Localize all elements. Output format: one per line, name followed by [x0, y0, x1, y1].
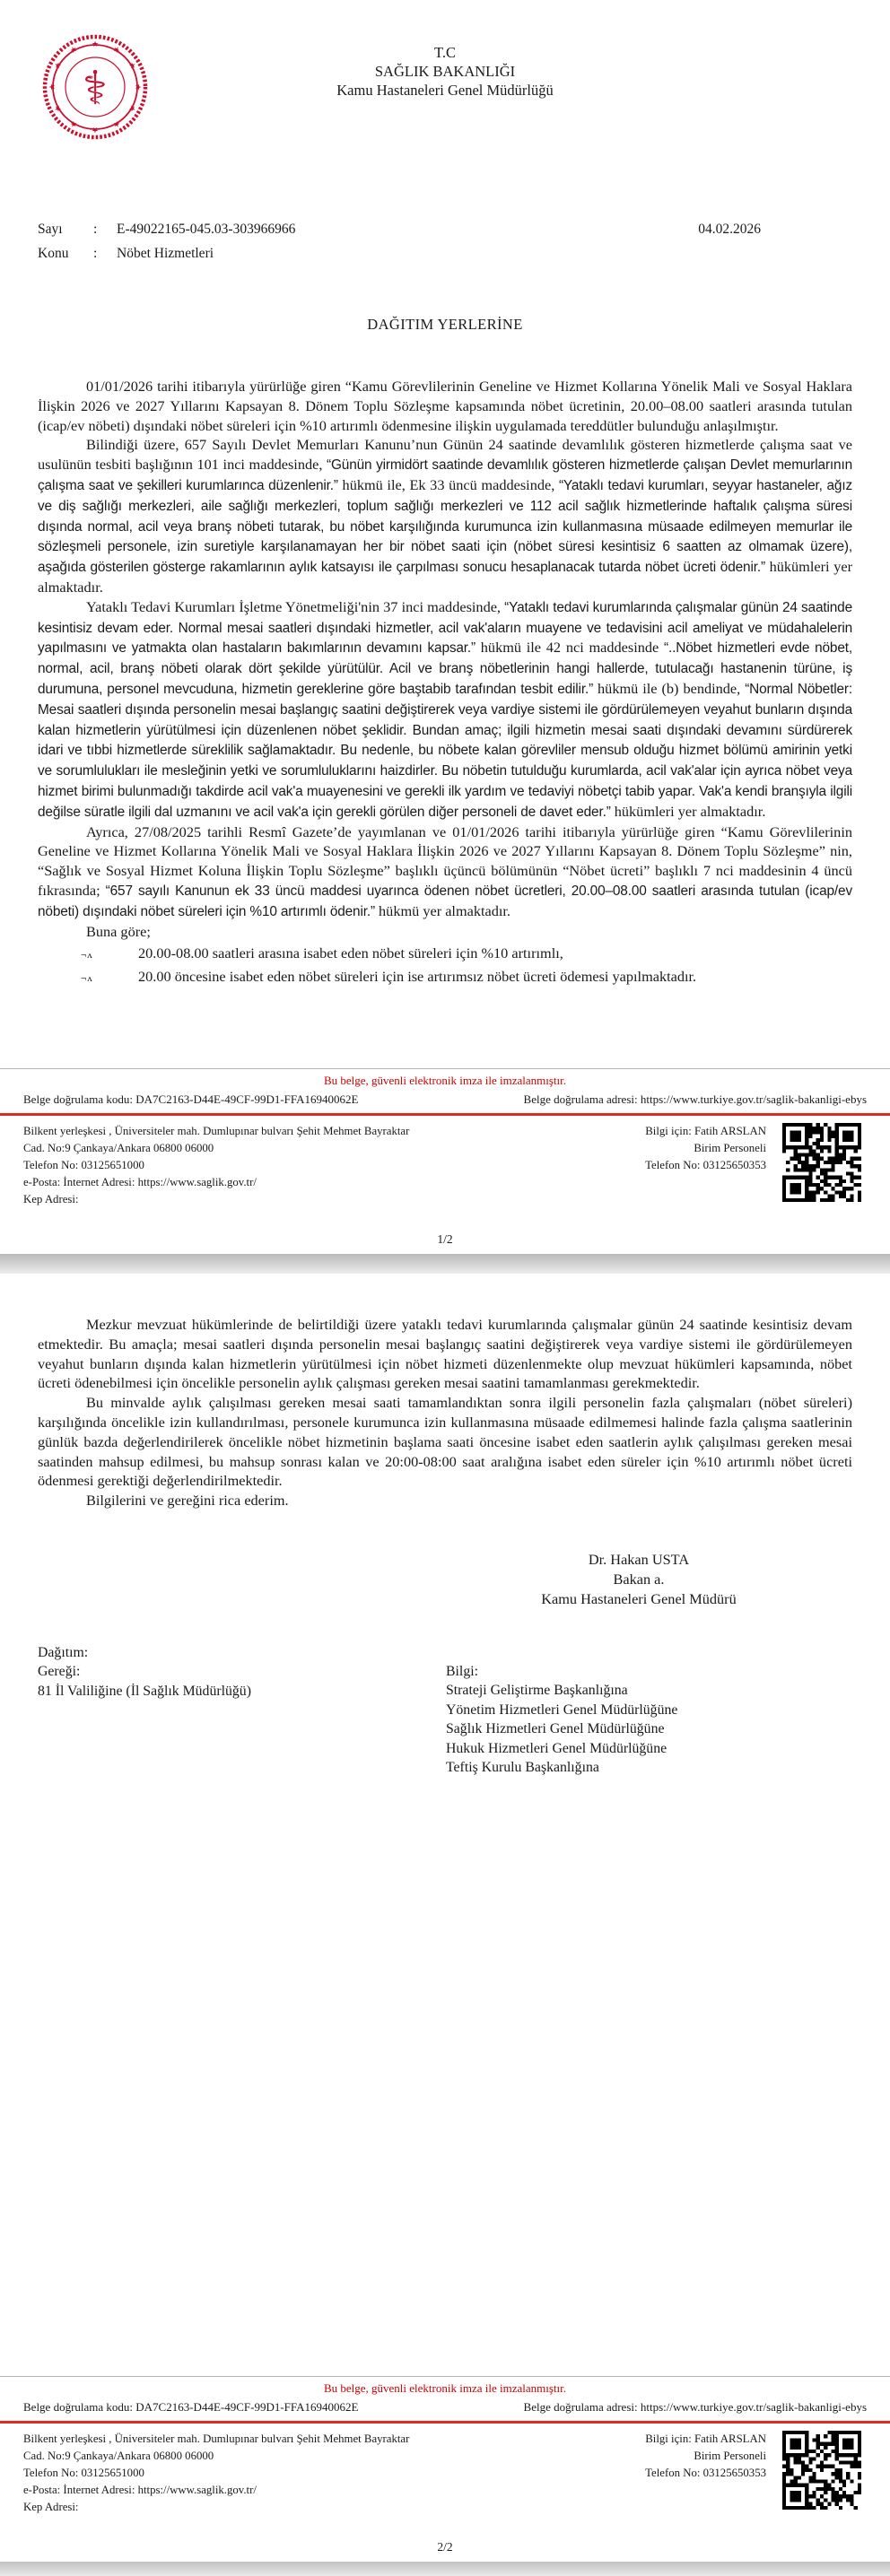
verification-row — [23, 2399, 867, 2415]
body-paragraph: Ayrıca, 27/08/2025 tarihli Resmî Gazete’de yayımlanan ve 01/01/2026 tarihi itibarıyla yürürlüğe giren “Kamu Görevlilerinin Geneline ve Hizmet Kollarına Yönelik Mali ve Sosyal Haklara İlişkin 2026 ve 2027 Yıllarını Kapsayan 8. Dönem Toplu Sözleşme” nin, “Sağlık ve Sosyal Hizmet Koluna İlişkin Toplu Sözleşme” başlıklı üçüncü bölümünün “Nöbet ücreti” başlıklı 7 nci maddesinin 4 üncü fıkrasında; “657 sayılı Kanunun ek 33 üncü maddesi uyarınca ödenen nöbet ücretleri, 20.00–08.00 saatleri arasında tutulan (icap/ev nöbeti) dışındaki nöbet süreleri için %10 artırımlı ödenir.” hükmü yer almaktadır. — [38, 822, 852, 919]
list-item: Birim Personeli — [694, 2450, 766, 2462]
qr-code — [782, 2431, 861, 2510]
page-number: 1/2 — [437, 1232, 453, 1246]
footer-red-divider — [0, 2421, 890, 2424]
svg-text:★: ★ — [52, 60, 65, 72]
list-item: Sağlık Hizmetleri Genel Müdürlüğüne — [446, 1721, 665, 1737]
footer-contact-block — [23, 2431, 867, 2531]
distribution-block — [38, 1643, 852, 1776]
esignature-note: Bu belge, güvenli elektronik imza ile imzalanmıştır. — [0, 2376, 890, 2396]
body-paragraph: Bilindiği üzere, 657 Sayılı Devlet Memurları Kanunu’nun Günün 24 saatinde devamlılık gösteren hizmetlerde çalışma saat ve usulünün tesbiti başlığının 101 inci maddesinde, “Günün yirmidört saatinde devamlılık gösteren hizmetlerde çalışan Devlet memurlarının çalışma saat ve şekilleri kurumlarınca düzenlenir.” hükmü ile, Ek 33 üncü maddesinde, “Yataklı tedavi kurumları, seyyar hastaneler, ağız ve diş sağlığı merkezleri, aile sağlığı merkezleri, toplum sağlığı merkezleri ve 112 acil sağlık hizmetlerinde haftalık çalışma süresi dışında normal, acil veya branş nöbeti tutarak, bu nöbet karşılığında kurumunca izin kullanmasına müsaade edilmeyen memurlar ile sözleşmeli personele, izin suretiyle karşılanamayan her bir nöbet saati için (nöbet süresi kesintisiz 6 saatten az olmamak üzere), aşağıda gösterilen gösterge rakamlarının aylık katsayısı ile çarpılması sonucu hesaplanacak tutarda nöbet ücreti ödenir.” hükümleri yer almaktadır. — [38, 436, 853, 596]
list-item: Cad. No:9 Çankaya/Ankara 06800 06000 — [23, 2450, 214, 2462]
list-item: Telefon No: 03125651000 — [23, 2467, 144, 2479]
verification-code: Belge doğrulama kodu: DA7C2163-D44E-49CF-99D1-FFA16940062E — [23, 2400, 359, 2414]
contact-person — [645, 2431, 766, 2482]
bilgi-items — [446, 1681, 677, 1778]
sayi-label: Sayı — [38, 222, 63, 237]
meta-row-konu — [38, 241, 852, 265]
konu-value: Nöbet Hizmetleri — [117, 246, 214, 261]
verification-address: Belge doğrulama adresi: https://www.turkiye.gov.tr/saglik-bakanligi-ebys — [523, 1092, 867, 1106]
bullet-marker-icon: ¬ʌ — [81, 973, 93, 985]
verification-code: Belge doğrulama kodu: DA7C2163-D44E-49CF-99D1-FFA16940062E — [23, 1092, 359, 1106]
svg-text:★: ★ — [110, 44, 122, 57]
svg-text:★: ★ — [110, 117, 122, 130]
document-page-1 — [0, 0, 890, 1254]
qr-code — [782, 1123, 861, 1202]
svg-text:★: ★ — [91, 125, 100, 134]
body-paragraph: 01/01/2026 tarihi itibarıyla yürürlüğe giren “Kamu Görevlilerinin Geneline ve Hizmet Kollarına Yönelik Mali ve Sosyal Haklara İlişkin 2026 ve 2027 Yıllarını Kapsayan 8. Dönem Toplu Sözleşme kapsamında nöbet ücretinin, 20.00–08.00 saatleri arasında tutulan (icap/ev nöbeti) dışındaki nöbet süreleri için %10 artırımlı ödenmesine ilişkin uygulamada tereddütler bulunduğu anlaşılmıştır. — [38, 378, 852, 434]
buna-gore-line: Buna göre; — [86, 922, 151, 940]
svg-text:★: ★ — [126, 102, 138, 114]
page1-footer — [0, 1068, 890, 1223]
letterhead-titles — [0, 43, 890, 100]
konu-label: Konu — [38, 246, 69, 261]
letterhead — [0, 0, 890, 152]
footer-red-divider — [0, 1113, 890, 1116]
list-item: Telefon No: 03125650353 — [645, 1159, 766, 1171]
verification-row — [23, 1092, 867, 1108]
list-item: e-Posta: İnternet Adresi: https://www.saglik.gov.tr/ — [23, 2484, 257, 2496]
svg-text:⚕: ⚕ — [82, 62, 109, 116]
list-item: Bilkent yerleşkesi , Üniversiteler mah. Dumlupınar bulvarı Şehit Mehmet Bayraktar — [23, 2432, 410, 2445]
signature-block — [495, 1550, 782, 1609]
list-item: Bilgi için: Fatih ARSLAN — [645, 1125, 766, 1137]
body-paragraph: Bu minvalde aylık çalışılması gereken mesai saati tamamlandıktan sonra ilgili personelin fazla çalışmaları (nöbet süreleri) karşılığında öncelikle izin kullandırılması, personele kurumunca izin kullanmasına müsaade edilmemesi halinde fazla çalışma saatlerinin günlük bazda değerlendirilerek öncelikle nöbet hizmetinin başlama saati öncesine isabet eden saatlerin aylık çalışılması gereken mesai saatinden mahsup edilmesi, bu mahsup sonrası kalan ve 20:00-08:00 saat aralığına isabet eden süreler için %10 artırımlı nöbet ücreti ödenmesi gerektiği değerlendirilmektedir. — [38, 1394, 852, 1490]
list-item: Yönetim Hizmetleri Genel Müdürlüğüne — [446, 1701, 678, 1718]
list-item: e-Posta: İnternet Adresi: https://www.saglik.gov.tr/ — [23, 1176, 257, 1188]
bullet-item: ¬ʌ 20.00-08.00 saatleri arasına isabet eden nöbet süreleri için %10 artırımlı, — [38, 943, 852, 966]
svg-text:★: ★ — [126, 60, 138, 72]
verification-address: Belge doğrulama adresi: https://www.turkiye.gov.tr/saglik-bakanligi-ebys — [523, 2400, 867, 2414]
signer-title-2: Kamu Hastaneleri Genel Müdürü — [541, 1589, 737, 1607]
list-item: Bilkent yerleşkesi , Üniversiteler mah. Dumlupınar bulvarı Şehit Mehmet Bayraktar — [23, 1125, 410, 1137]
list-item: Teftiş Kurulu Başkanlığına — [446, 1760, 599, 1776]
signer-name: Dr. Hakan USTA — [588, 1550, 690, 1568]
list-item: Bilgi için: Fatih ARSLAN — [645, 2432, 766, 2445]
page-separator — [0, 1254, 890, 1274]
list-item: Telefon No: 03125650353 — [645, 2467, 766, 2479]
list-item: 81 İl Valiliğine (İl Sağlık Müdürlüğü) — [38, 1683, 251, 1699]
svg-text:★: ★ — [68, 44, 80, 57]
svg-text:★: ★ — [133, 83, 142, 91]
svg-text:★: ★ — [91, 40, 100, 49]
letterhead-line-ministry: SAĞLIK BAKANLIĞI — [374, 63, 516, 80]
document-page-2 — [0, 1315, 890, 2562]
list-item: Strateji Geliştirme Başkanlığına — [446, 1683, 628, 1699]
page2-footer — [0, 2376, 890, 2531]
letterhead-line-directorate: Kamu Hastaneleri Genel Müdürlüğü — [336, 82, 554, 99]
bullet-list — [38, 943, 852, 989]
meta-row-sayi — [38, 217, 852, 241]
document-meta — [38, 217, 852, 265]
page-number: 2/2 — [437, 2540, 453, 2554]
list-item: Hukuk Hizmetleri Genel Müdürlüğüne — [446, 1740, 668, 1756]
body-paragraph: Yataklı Tedavi Kurumları İşletme Yönetmeliği'nin 37 inci maddesinde, “Yataklı tedavi kurumlarında çalışmalar günün 24 saatinde kesintisiz devam eder. Normal mesai saatleri dışındaki hizmetler, acil vak'aların muayene ve tedavisini acil ameliyat ve müdahalelerin yapılmasını ve yatmakta olan hastaların bakımlarının devamını kapsar.” hükmü ile 42 nci maddesinde “..Nöbet hizmetleri evde nöbet, normal, acil, branş nöbeti olarak dört şekilde yürütülür. Acil ve branş nöbetlerinin hangi hallerde, tutulacağı hastanenin türüne, iş durumuna, personel mevcuduna, hizmetin gereklerine göre baştabib tarafından tesbit edilir.” hükmü ile (b) bendinde, “Normal Nöbetler: Mesai saatleri dışında personelin mesai başlangıç saatini değiştirerek veya vardiye sistemi ile gördürülemeyen veyahut bunların dışında kalan hizmetlerin yürütülmesi için düzenlenen nöbet şeklidir. Bundan amaç; ilgili hizmetin mesai saati dışındaki devamını sürdürerek idari ve tıbbi hizmetlerde süreklilik sağlamaktadır. Bu nedenle, bu nöbete kalan görevliler mensub olduğu hizmet bölümü amirinin yetki ve sorumlulukları ile mesleğinin yetki ve sorumluluklarını haizdirler. Bu nöbetin tutulduğu kurumlarda, acil vak'alar için ayrıca nöbet veya hizmet birimi bulunmadığı takdirde acil vak'a muayenesini ve gerekli ilk yardım ve tedaviyi nöbetçi tabib yapar. Vak'a kendi branşıyla ilgili değilse süratle ilgili dal uzmanını ve acil vak'a için gerekli görülen diğer personeli de davet eder.” hükümleri yer almaktadır. — [38, 597, 852, 820]
letterhead-line-tc: T.C — [434, 44, 456, 61]
sayi-value: E-49022165-045.03-303966966 — [117, 222, 296, 237]
svg-text:★: ★ — [48, 83, 57, 91]
konu-colon: : — [93, 246, 98, 261]
document-date: 04.02.2026 — [698, 222, 761, 237]
bilgi-label: Bilgi: — [446, 1663, 478, 1679]
geregi-items — [38, 1682, 423, 1701]
geregi-column — [38, 1662, 423, 1701]
bullet-marker-icon: ¬ʌ — [81, 950, 93, 962]
svg-text:★: ★ — [68, 117, 80, 130]
distribution-heading: Dağıtım: — [38, 1644, 89, 1660]
sayi-colon: : — [93, 222, 98, 237]
svg-text:★: ★ — [52, 102, 65, 114]
footer-contact-block — [23, 1123, 867, 1223]
page1-body — [38, 377, 852, 922]
list-item: Kep Adresi: — [23, 1193, 79, 1205]
list-item: Kep Adresi: — [23, 2501, 79, 2513]
addressee-heading: DAĞITIM YERLERİNE — [367, 316, 523, 333]
body-paragraph: Mezkur mevzuat hükümlerinde de belirtildiği üzere yataklı tedavi kurumlarında çalışmalar günün 24 saatinde kesintisiz devam etmektedir. Bu amaçla; mesai saatleri dışında personelin mesai başlangıç saatini değiştirerek veya vardiye sistemi ile gördürülemeyen veyahut bunların dışında kalan hizmetlerin yürütülmesi için nöbet hizmeti düzenlenmekte olup mevzuat hükümleri kapsamında, nöbet ücreti ödenebilmesi için öncelikle personelin aylık çalışması gereken mesai saatini tamamlanması gerekmektedir. — [38, 1316, 852, 1392]
bullet-item: ¬ʌ 20.00 öncesine isabet eden nöbet süreleri için ise artırımsız nöbet ücreti ödemesi yapılmaktadır. — [38, 966, 852, 989]
list-item: Telefon No: 03125651000 — [23, 1159, 144, 1171]
page-separator — [0, 2562, 890, 2576]
conclusion-block — [38, 922, 852, 990]
geregi-label: Gereği: — [38, 1664, 81, 1680]
body-paragraph: Bilgilerini ve gereğini rica ederim. — [86, 1492, 289, 1510]
bilgi-column — [446, 1662, 677, 1778]
esignature-note: Bu belge, güvenli elektronik imza ile imzalanmıştır. — [0, 1068, 890, 1088]
list-item: Cad. No:9 Çankaya/Ankara 06800 06000 — [23, 1142, 214, 1154]
list-item: Birim Personeli — [694, 1142, 766, 1154]
signer-title-1: Bakan a. — [613, 1570, 665, 1588]
page2-body — [38, 1315, 852, 1510]
contact-person — [645, 1123, 766, 1174]
